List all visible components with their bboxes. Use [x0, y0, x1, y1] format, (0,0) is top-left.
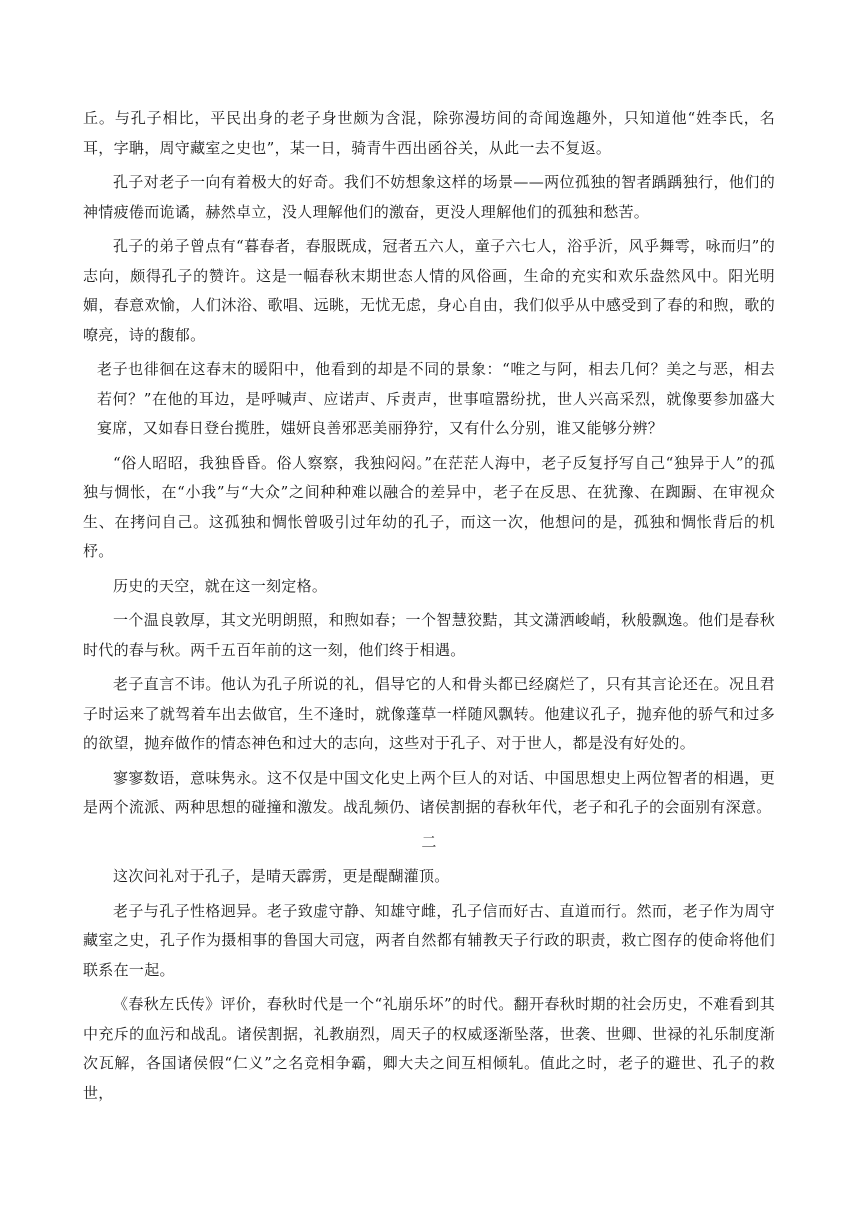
paragraph: 老子直言不讳。他认为孔子所说的礼，倡导它的人和骨头都已经腐烂了，只有其言论还在。况且君子时运来了就驾着车出去做官，生不逢时，就像蓬草一样随风飘转。他建议孔子，抛弃他的骄气和过多的欲望，抛弃做作的情态神色和过大的志向，这些对于孔子、对于世人，都是没有好处的。 — [83, 675, 775, 752]
paragraph: 历史的天空，就在这一刻定格。 — [113, 576, 328, 595]
paragraph: 孔子对老子一向有着极大的好奇。我们不妨想象这样的场景——两位孤独的智者踽踽独行，他们的神情疲倦而诡谲，赫然卓立，没人理解他们的激奋，更没人理解他们的孤独和愁苦。 — [83, 173, 775, 221]
paragraph: 老子也徘徊在这春末的暖阳中，他看到的却是不同的景象：“唯之与阿，相去几何？美之与恶，相去若何？”在他的耳边，是呼喊声、应诺声、斥责声，世事喧嚣纷扰，世人兴高采烈，就像要参加盛大宴席，又如春日登台揽胜，媸妍良善邪恶美丽狰狞，又有什么分别，谁又能够分辨？ — [97, 360, 775, 437]
paragraph: 一个温良敦厚，其文光明朗照，和煦如春；一个智慧狡黠，其文潇洒峻峭，秋般飘逸。他们是春秋时代的春与秋。两千五百年前的这一刻，他们终于相遇。 — [83, 611, 775, 659]
paragraph: 丘。与孔子相比，平民出身的老子身世颇为含混，除弥漫坊间的奇闻逸趣外，只知道他“姓李氏，名耳，字聃，周守藏室之史也”，某一日，骑青牛西出函谷关，从此一去不复返。 — [83, 109, 775, 157]
paragraph: 这次问礼对于孔子，是晴天霹雳，更是醍醐灌顶。 — [113, 867, 450, 885]
paragraph: 寥寥数语，意味隽永。这不仅是中国文化史上两个巨人的对话、中国思想史上两位智者的相遇，更是两个流派、两种思想的碰撞和激发。战乱频仍、诸侯割据的春秋年代，老子和孔子的会面别有深意。 — [83, 768, 775, 816]
paragraph: 老子与孔子性格迥异。老子致虚守静、知雄守雌，孔子信而好古、直道而行。然而，老子作为周守藏室之史，孔子作为摄相事的鲁国大司寇，两者自然都有辅教天子行政的职责，救亡图存的使命将他们联系在一起。 — [83, 901, 775, 979]
paragraph: 《春秋左氏传》评价，春秋时代是一个“礼崩乐坏”的时代。翻开春秋时期的社会历史，不难看到其中充斥的血污和战乱。诸侯割据，礼教崩烈，周天子的权威逐渐坠落，世袭、世卿、世禄的礼乐制度渐次瓦解，各国诸侯假“仁义”之名竞相争霸，卿大夫之间互相倾轧。值此之时，老子的避世、孔子的救世， — [83, 995, 775, 1102]
article-body — [83, 104, 775, 1113]
paragraph: 孔子的弟子曾点有“暮春者，春服既成，冠者五六人，童子六七人，浴乎沂，风乎舞雩，咏而归”的志向，颇得孔子的赞许。这是一幅春秋末期世态人情的风俗画，生命的充实和欢乐盎然风中。阳光明媚，春意欢愉，人们沐浴、歌唱、远眺，无忧无虑，身心自由，我们似乎从中感受到了春的和煦，歌的嘹亮，诗的馥郁。 — [83, 237, 775, 344]
section-number: 二 — [421, 832, 437, 851]
paragraph: “俗人昭昭，我独昏昏。俗人察察，我独闷闷。”在茫茫人海中，老子反复抒写自己“独异于人”的孤独与惆怅，在“小我”与“大众”之间种种难以融合的差异中，老子在反思、在犹豫、在踟蹰、在审视众生、在拷问自己。这孤独和惆怅曾吸引过年幼的孔子，而这一次，他想问的是，孤独和惆怅背后的机杼。 — [83, 453, 775, 560]
